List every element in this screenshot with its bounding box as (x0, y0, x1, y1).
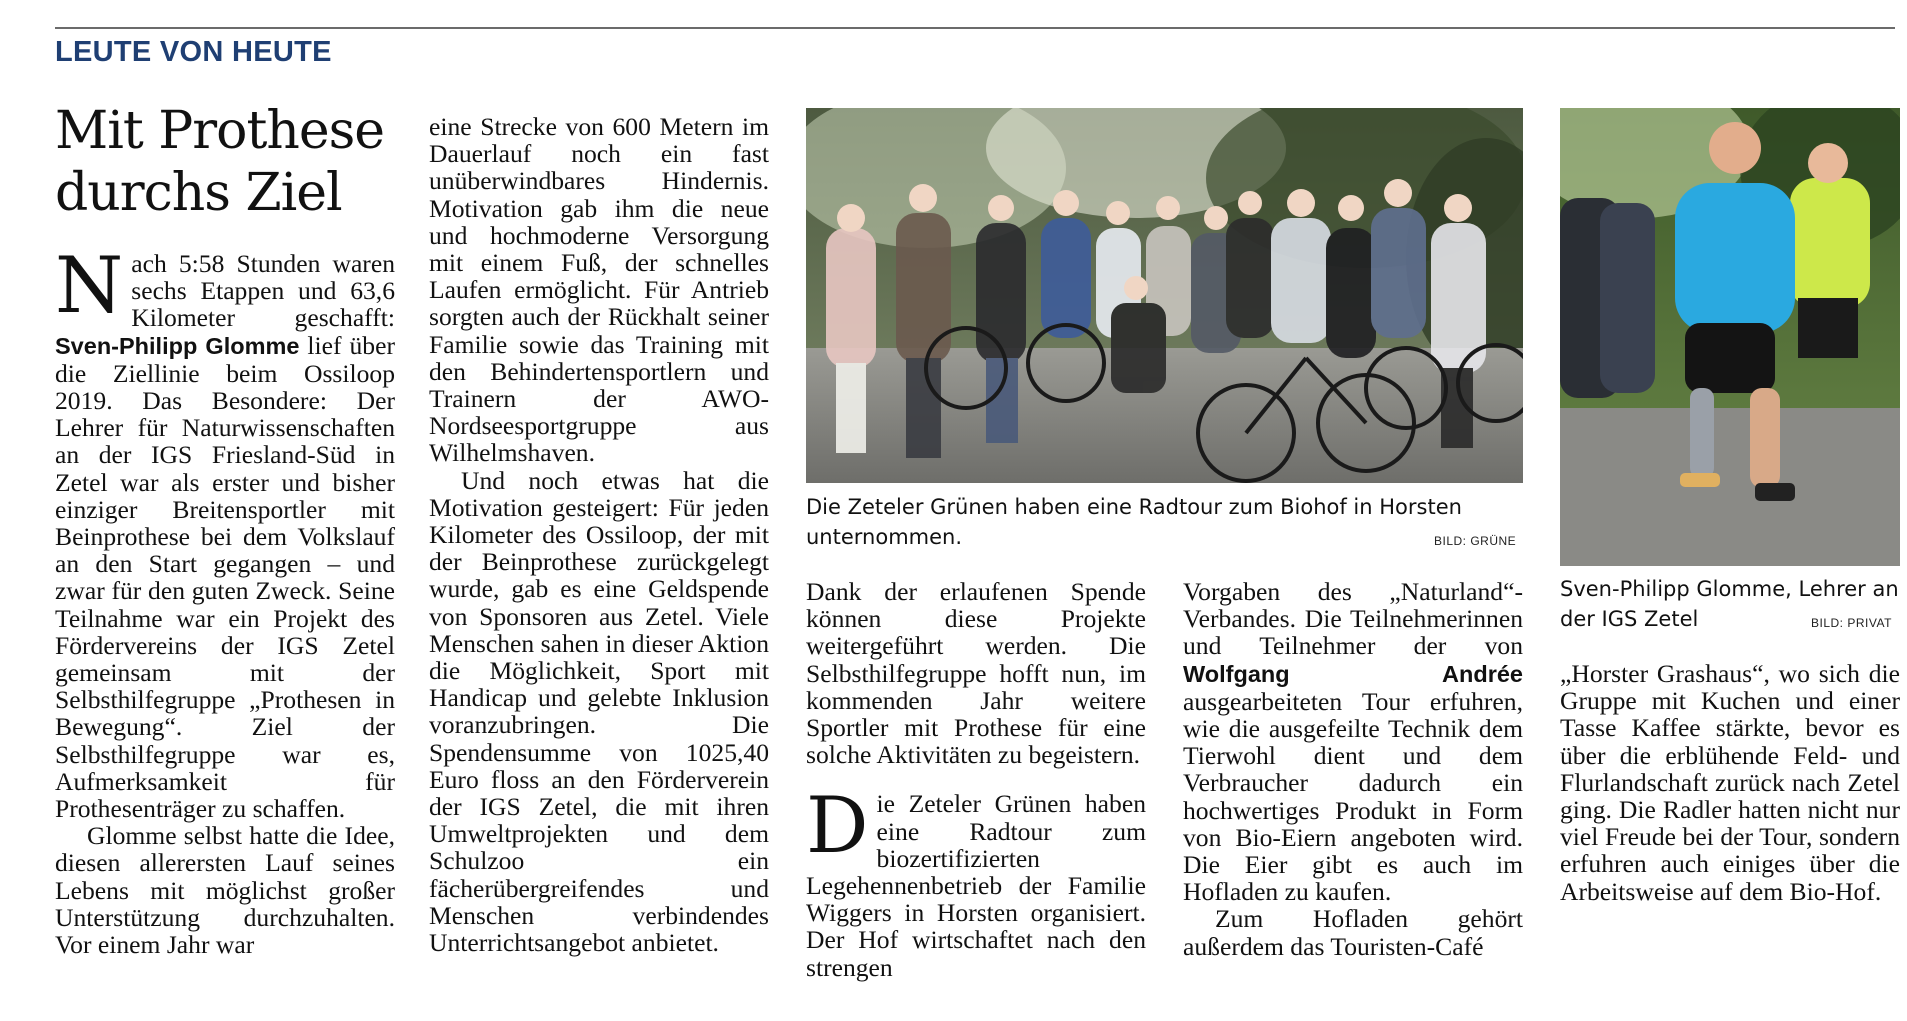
drop-cap-2: D (806, 781, 869, 872)
group-photo-caption-text: Die Zeteler Grünen haben eine Radtour zum Biohof in Horsten unternommen. (806, 495, 1462, 549)
headline-line-1: Mit Prothese (55, 101, 385, 161)
col4-text-a: Vorgaben des „Naturland“-Verbandes. Die Teilnehmerinnen und Teilnehmer der von (1183, 577, 1523, 661)
section-label: LEUTE VON HEUTE (55, 36, 332, 68)
headline-line-2: durchs Ziel (55, 163, 342, 223)
headline (55, 100, 425, 224)
col4-text-b: ausgearbeiteten Tour erfuhren, wie die ausgefeilte Technik dem Tierwohl dient und dem Verbraucher dadurch ein hochwertiges Produkt in Form von Bio-Eiern angeboten wird. Die Eier gibt es auch im Hofladen zu kaufen. (1183, 686, 1523, 907)
group-photo (806, 108, 1523, 483)
article-column-2 (429, 113, 769, 956)
drop-cap: N (55, 241, 124, 331)
runner-photo-credit: BILD: PRIVAT (1811, 616, 1892, 630)
group-photo-caption (806, 492, 1526, 552)
col2-paragraph-1: eine Strecke von 600 Metern im Dauerlauf noch ein fast unüberwindbares Hindernis. Motivation gab ihm die neue und hochmoderne Versorgung mit einem Fuß, der schnelles Laufen ermöglicht. Für Antrieb sorgten auch der Rückhalt seiner Familie sowie das Training mit den Behindertensportlern und Trainern der AWO-Nordseesportgruppe aus Wilhelmshaven. (429, 112, 769, 468)
col2-paragraph-2: Und noch etwas hat die Motivation gesteigert: Für jeden Kilometer des Ossiloop, der mit der Beinprothese zurückgelegt wurde, gab es eine Geldspende von Sponsoren aus Zetel. Viele Menschen sahen in dieser Aktion die Möglichkeit, Sport mit Handicap und gelebte Inklusion voranzubringen. Die Spendensumme von 1025,40 Euro floss an den Förderverein der IGS Zetel, die mit ihren Umweltprojekten und dem Schulzoo ein fächerübergreifendes und Menschen verbindendes Unterrichtsangebot anbietet. (429, 465, 769, 958)
runner-photo-caption-text: Sven-Philipp Glomme, Lehrer an der IGS Zetel (1560, 577, 1899, 631)
group-photo-credit: BILD: GRÜNE (1434, 534, 1517, 548)
runner-photo (1560, 108, 1900, 566)
article-column-5 (1560, 660, 1900, 905)
col3-paragraph-2: ie Zeteler Grünen haben eine Radtour zum biozertifizierten Legehennenbetrieb der Familie Wiggers in Horsten organisiert. Der Hof wirtschaftet nach den strengen (806, 789, 1146, 982)
col4-paragraph-2: Zum Hofladen gehört außerdem das Touristen-Café (1183, 904, 1523, 961)
top-rule (55, 27, 1895, 29)
col1-text-a: ach 5:58 Stunden waren sechs Etappen und 63,6 Kilometer geschafft: (131, 249, 395, 333)
group-photo-image (806, 108, 1523, 483)
person-name: Sven-Philipp Glomme (55, 332, 300, 359)
article-column-3 (806, 578, 1146, 981)
article-column-4 (1183, 578, 1523, 960)
article-column-1 (55, 241, 395, 960)
col1-text-b: lief über die Ziellinie beim Ossiloop 2019. Das Besondere: Der Lehrer für Naturwissenschaften an der IGS Friesland-Süd in Zetel war als erster und bisher einziger Breitensportler mit Beinprothese bei dem Volkslauf an den Start gegangen – und zwar für den guten Zweck. Seine Teilnahme war ein Projekt des Fördervereins der IGS Zetel gemeinsam mit der Selbsthilfegruppe „Prothesen in Bewegung“. Ziel der Selbsthilfegruppe war es, Aufmerksamkeit für Prothesenträger zu schaffen. (55, 330, 395, 824)
organizer-name: Wolfgang Andrée (1183, 660, 1523, 687)
col1-paragraph-2: Glomme selbst hatte die Idee, diesen allerersten Lauf seines Lebens mit möglichst großer Unterstützung durchzuhalten. Vor einem Jahr war (55, 821, 395, 960)
col5-paragraph-1: „Horster Grashaus“, wo sich die Gruppe mit Kuchen und einer Tasse Kaffee stärkte, bevor es über die erblühende Feld- und Flurlandschaft zurück nach Zetel ging. Die Radler hatten nicht nur viel Freude bei der Tour, sondern erfuhren auch einiges über die Arbeitsweise auf dem Bio-Hof. (1560, 659, 1900, 906)
runner-photo-image (1560, 108, 1900, 566)
col3-paragraph-1: Dank der erlaufenen Spende können diese Projekte weitergeführt werden. Die Selbsthilfegruppe hofft nun, im kommenden Jahr weitere Sportler mit Prothese für eine solche Aktivitäten zu begeistern. (806, 577, 1146, 770)
